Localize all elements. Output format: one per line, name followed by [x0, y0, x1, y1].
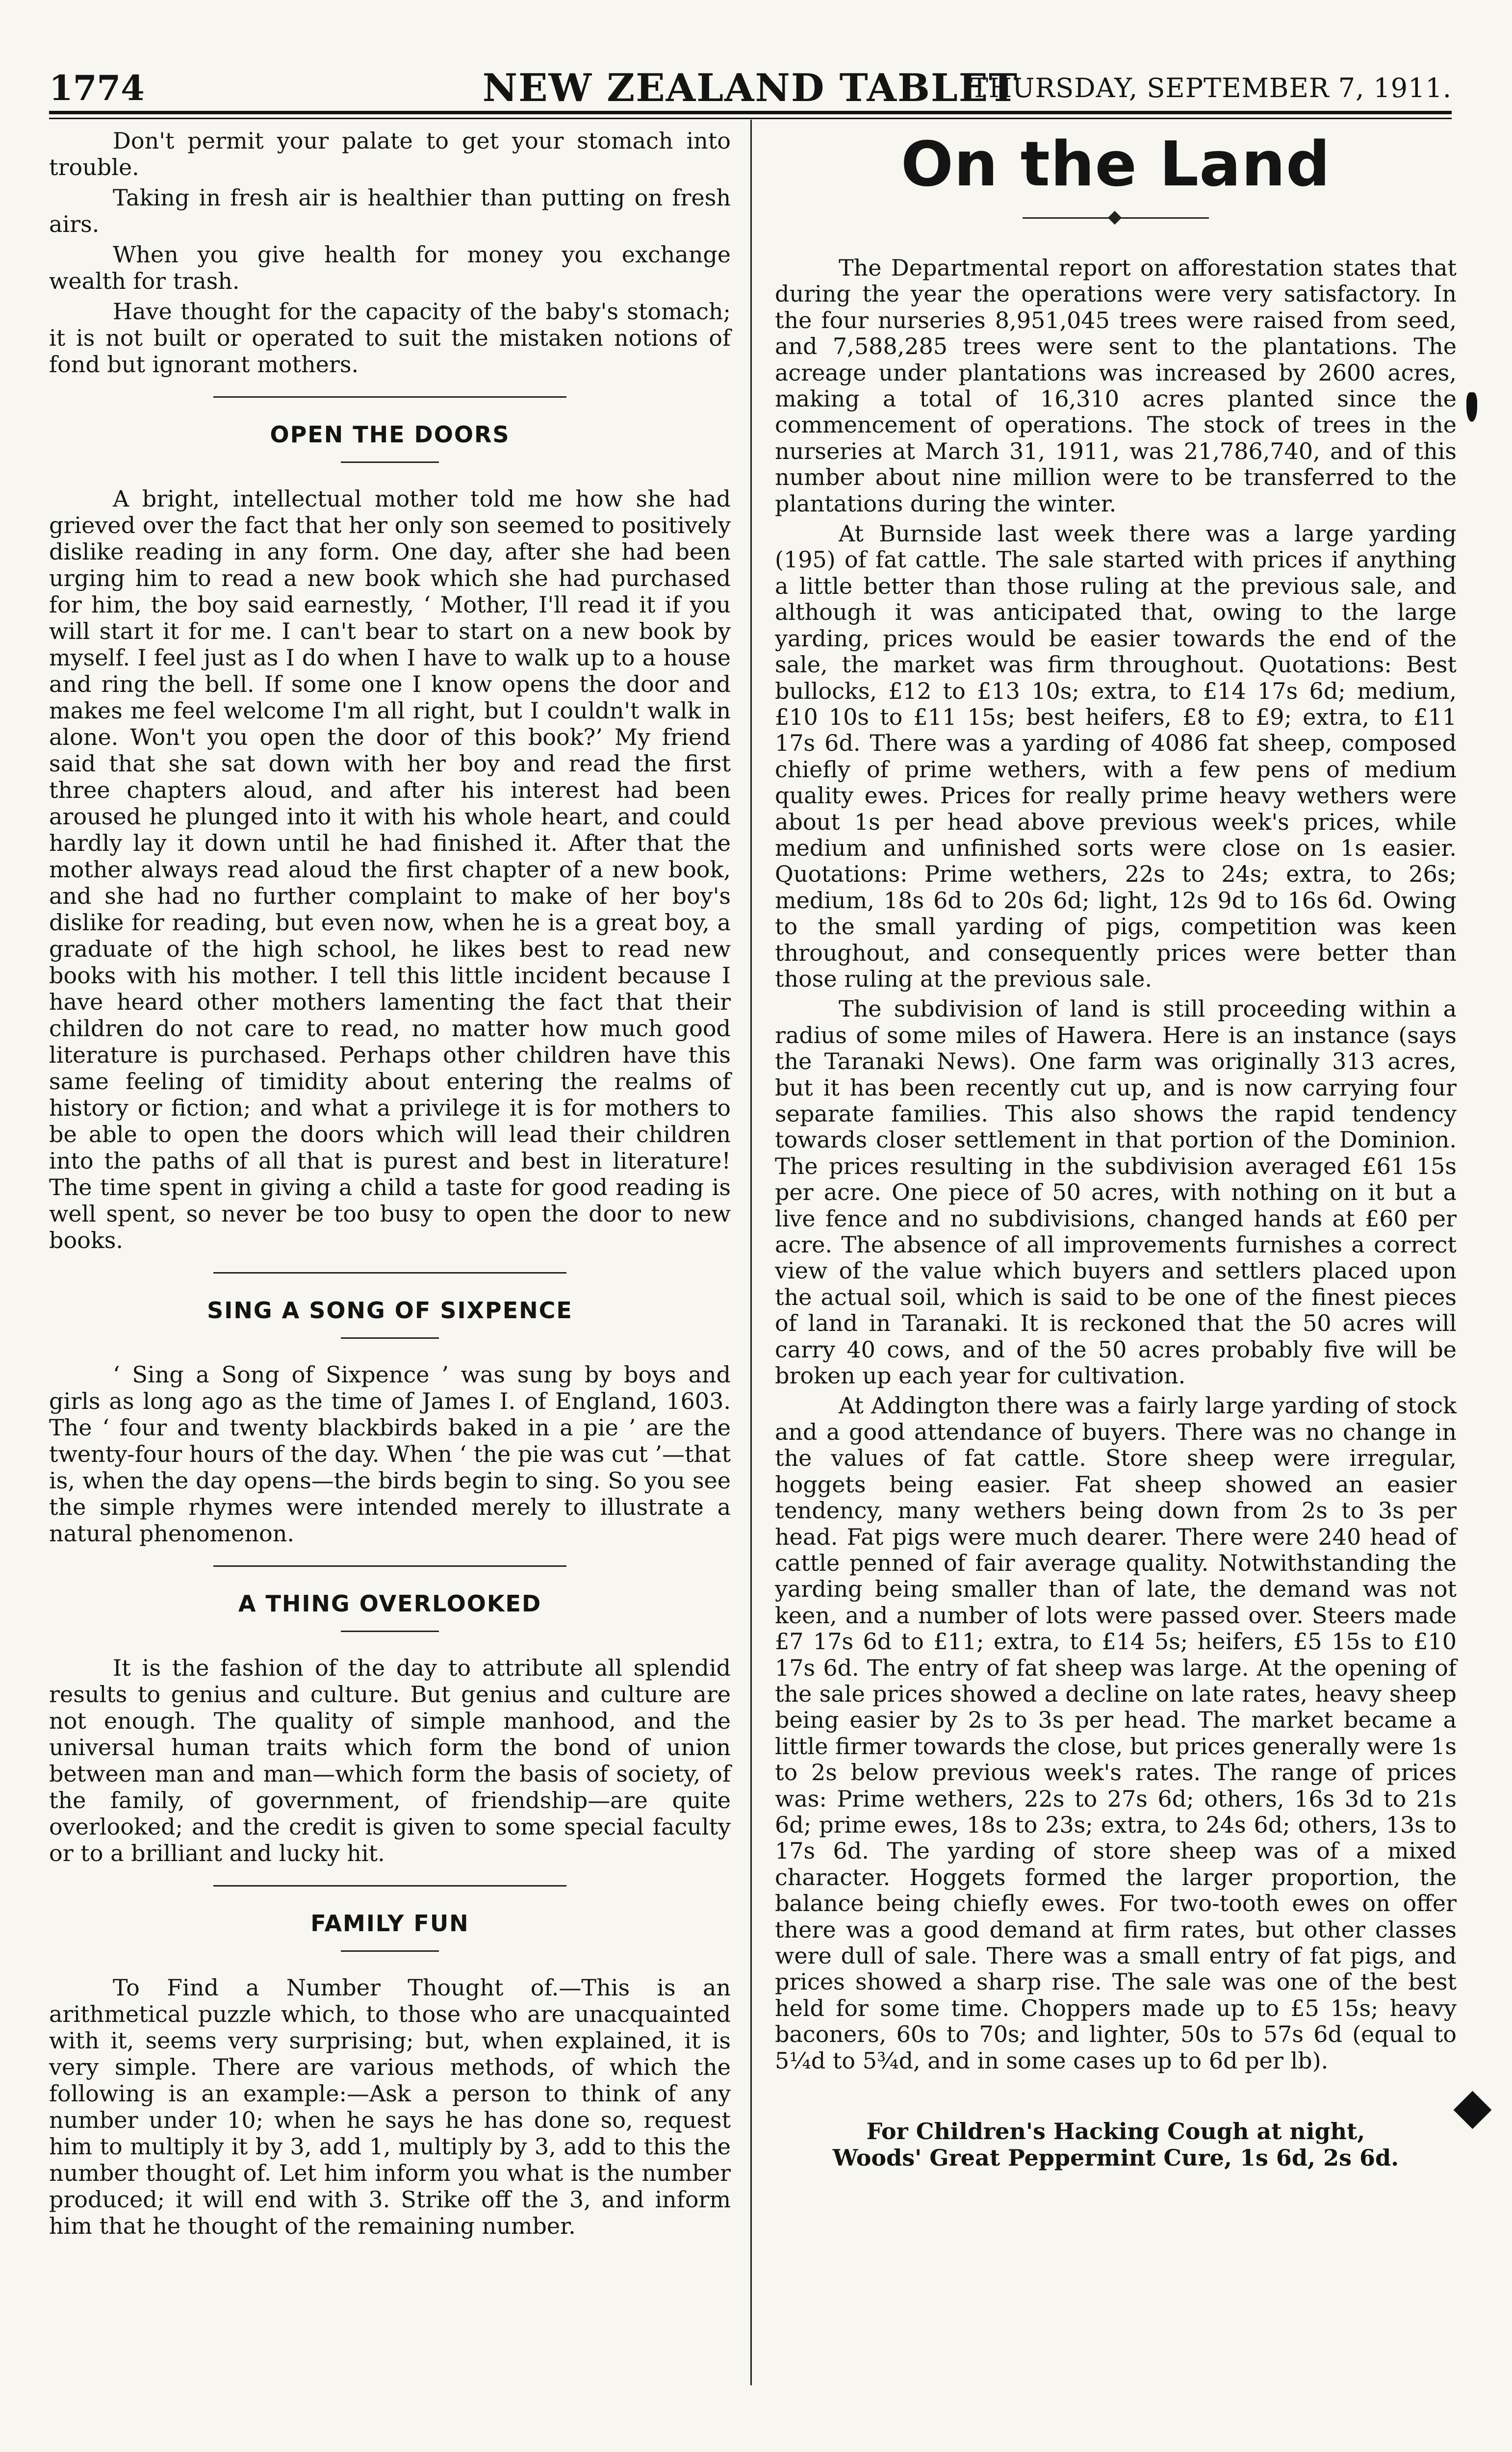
- article-paragraph: To Find a Number Thought of.—This is an arithmetical puzzle which, to those who are unacquainted with it, seems very surprising; but, when explained, it is very simple. There are various methods, of which the following is an example:—Ask a person to think of any number under 10; when he says he has done so, request him to multiply it by 3, add 1, multiply by 3, add to this the number thought of. Let him inform you what is the number produced; it will end with 3. Strike off the 3, and inform him that he thought of the remaining number.: [49, 1974, 731, 2239]
- dateline: THURSDAY, SEPTEMBER 7, 1911.: [970, 73, 1452, 103]
- masthead: [49, 58, 1452, 112]
- section-rule: [213, 1565, 566, 1567]
- ornamental-rule: [1023, 211, 1209, 226]
- newspaper-title: NEW ZEALAND TABLET: [482, 66, 1019, 110]
- heading-rule: [341, 1337, 439, 1339]
- right-column: [775, 128, 1457, 2171]
- heading-rule: [341, 1631, 439, 1632]
- heading-rule: [341, 1950, 439, 1952]
- intro-paragraph: Have thought for the capacity of the baby's stomach; it is not built or operated to suit the mistaken notions of fond but ignorant mothers.: [49, 298, 731, 378]
- section-rule: [213, 1272, 566, 1274]
- section-rule: [213, 396, 566, 398]
- advertisement: [775, 2118, 1457, 2171]
- header-rule-thin: [49, 118, 1452, 119]
- margin-mark-icon: [1466, 392, 1477, 422]
- margin-mark-icon: [1454, 2091, 1492, 2129]
- section-rule: [213, 1885, 566, 1887]
- intro-paragraph: Don't permit your palate to get your stomach into trouble.: [49, 128, 731, 180]
- section-heading-thing-overlooked: A THING OVERLOOKED: [238, 1590, 542, 1617]
- section-heading-family-fun: FAMILY FUN: [310, 1910, 469, 1937]
- page-number: 1774: [49, 68, 145, 108]
- article-paragraph: A bright, intellectual mother told me how she had grieved over the fact that her only son seemed to positively dislike reading in any form. One day, after she had been urging him to read a new book which she had purchased for him, the boy said earnestly, ‘ Mother, I'll read it if you will start it for me. I can't bear to start on a new book by myself. I feel just as I do when I have to walk up to a house and ring the bell. If some one I know opens the door and makes me feel welcome I'm all right, but I couldn't walk in alone. Won't you open the door of this book?’ My friend said that she sat down with her boy and read the first three chapters aloud, and after his interest had been aroused he plunged into it with his whole heart, and could hardly lay it down until he had finished it. After that the mother always read aloud the first chapter of a new book, and she had no further complaint to make of her boy's dislike for reading, but even now, when he is a great boy, a graduate of the high school, he likes best to read new books with his mother. I tell this little incident because I have heard other mothers lamenting the fact that their children do not care to read, no matter how much good literature is purchased. Perhaps other children have this same feeling of timidity about entering the realms of history or fiction; and what a privilege it is for mothers to be able to open the doors which will lead their children into the paths of all that is purest and best in literature! The time spent in giving a child a taste for good reading is well spent, so never be too busy to open the door to new books.: [49, 485, 731, 1253]
- article-paragraph: The Departmental report on afforestation states that during the year the operations were very satisfactory. In the four nurseries 8,951,045 trees were raised from seed, and 7,588,285 trees were sent to the plantations. The acreage under plantations was increased by 2600 acres, making a total of 16,310 acres planted since the commencement of operations. The stock of trees in the nurseries at March 31, 1911, was 21,786,740, and of this number about nine million were to be transferred to the plantations during the winter.: [775, 255, 1457, 517]
- advert-line: For Children's Hacking Cough at night,: [866, 2118, 1365, 2145]
- section-heading-on-the-land: On the Land: [900, 128, 1331, 200]
- article-paragraph: ‘ Sing a Song of Sixpence ’ was sung by boys and girls as long ago as the time of James I. of England, 1603. The ‘ four and twenty blackbirds baked in a pie ’ are the twenty-four hours of the day. When ‘ the pie was cut ’—that is, when the day opens—the birds begin to sing. So you see the simple rhymes were intended merely to illustrate a natural phenomenon.: [49, 1361, 731, 1547]
- intro-paragraph: When you give health for money you exchange wealth for trash.: [49, 241, 731, 294]
- article-paragraph: At Addington there was a fairly large yarding of stock and a good attendance of buyers. There was no change in the values of fat cattle. Store sheep were irregular, hoggets being easier. Fat sheep showed an easier tendency, many wethers being down from 2s to 3s per head. Fat pigs were much dearer. There were 240 head of cattle penned of fair average quality. Notwithstanding the yarding being smaller than of late, the demand was not keen, and a number of lots were passed over. Steers made £7 17s 6d to £11; extra, to £14 5s; heifers, £5 15s to £10 17s 6d. The entry of fat sheep was large. At the opening of the sale prices showed a decline on late rates, heavy sheep being easier by 2s to 3s per head. The market became a little firmer towards the close, but prices generally were 1s to 2s below previous week's rates. The range of prices was: Prime wethers, 22s to 27s 6d; others, 16s 3d to 21s 6d; prime ewes, 18s to 23s; extra, to 24s 6d; others, 13s to 17s 6d. The yarding of store sheep was of a mixed character. Hoggets formed the larger proportion, the balance being chiefly ewes. For two-tooth ewes on offer there was a good demand at firm rates, but other classes were dull of sale. There was a small entry of fat pigs, and prices showed a sharp rise. The sale was one of the best held for some time. Choppers made up to £5 15s; heavy baconers, 60s to 70s; and lighter, 50s to 57s 6d (equal to 5¼d to 5¾d, and in some cases up to 6d per lb).: [775, 1392, 1457, 2074]
- heading-rule: [341, 461, 439, 463]
- intro-paragraph: Taking in fresh air is healthier than putting on fresh airs.: [49, 184, 731, 237]
- header-rule: [49, 111, 1452, 114]
- article-paragraph: At Burnside last week there was a large yarding (195) of fat cattle. The sale started with prices if anything a little better than those ruling at the previous sale, and although it was anticipated that, owing to the large yarding, prices would be easier towards the end of the sale, the market was firm throughout. Quotations: Best bullocks, £12 to £13 10s; extra, to £14 17s 6d; medium, £10 10s to £11 15s; best heifers, £8 to £9; extra, to £11 17s 6d. There was a yarding of 4086 fat sheep, composed chiefly of prime wethers, with a few pens of medium quality ewes. Prices for really prime heavy wethers were about 1s per head above previous week's prices, while medium and unfinished sorts were close on 1s easier. Quotations: Prime wethers, 22s to 24s; extra, to 26s; medium, 18s 6d to 20s 6d; light, 12s 9d to 16s 6d. Owing to the small yarding of pigs, competition was keen throughout, and consequently prices were better than those ruling at the previous sale.: [775, 520, 1457, 992]
- advert-line: Woods' Great Peppermint Cure, 1s 6d, 2s 6d.: [832, 2145, 1399, 2171]
- diamond-ornament-icon: [1108, 211, 1122, 225]
- left-column: [49, 128, 731, 2243]
- column-divider: [750, 120, 752, 2385]
- article-paragraph: The subdivision of land is still proceeding within a radius of some miles of Hawera. Here is an instance (says the Taranaki News). One farm was originally 313 acres, but it has been recently cut up, and is now carrying four separate families. This also shows the rapid tendency towards closer settlement in that portion of the Dominion. The prices resulting in the subdivision averaged £61 15s per acre. One piece of 50 acres, with nothing on it but a live fence and no subdivisions, changed hands at £60 per acre. The absence of all improvements furnishes a correct view of the value which buyers and settlers placed upon the actual soil, which is said to be one of the finest pieces of land in Taranaki. It is reckoned that the 50 acres will carry 40 cows, and of the 50 acres probably five will be broken up each year for cultivation.: [775, 996, 1457, 1389]
- article-paragraph: It is the fashion of the day to attribute all splendid results to genius and culture. But genius and culture are not enough. The quality of simple manhood, and the universal human traits which form the bond of union between man and man—which form the basis of society, of the family, of government, of friendship—are quite overlooked; and the credit is given to some special faculty or to a brilliant and lucky hit.: [49, 1655, 731, 1866]
- section-heading-open-the-doors: OPEN THE DOORS: [270, 421, 510, 448]
- section-heading-sing-a-song: SING A SONG OF SIXPENCE: [207, 1297, 573, 1324]
